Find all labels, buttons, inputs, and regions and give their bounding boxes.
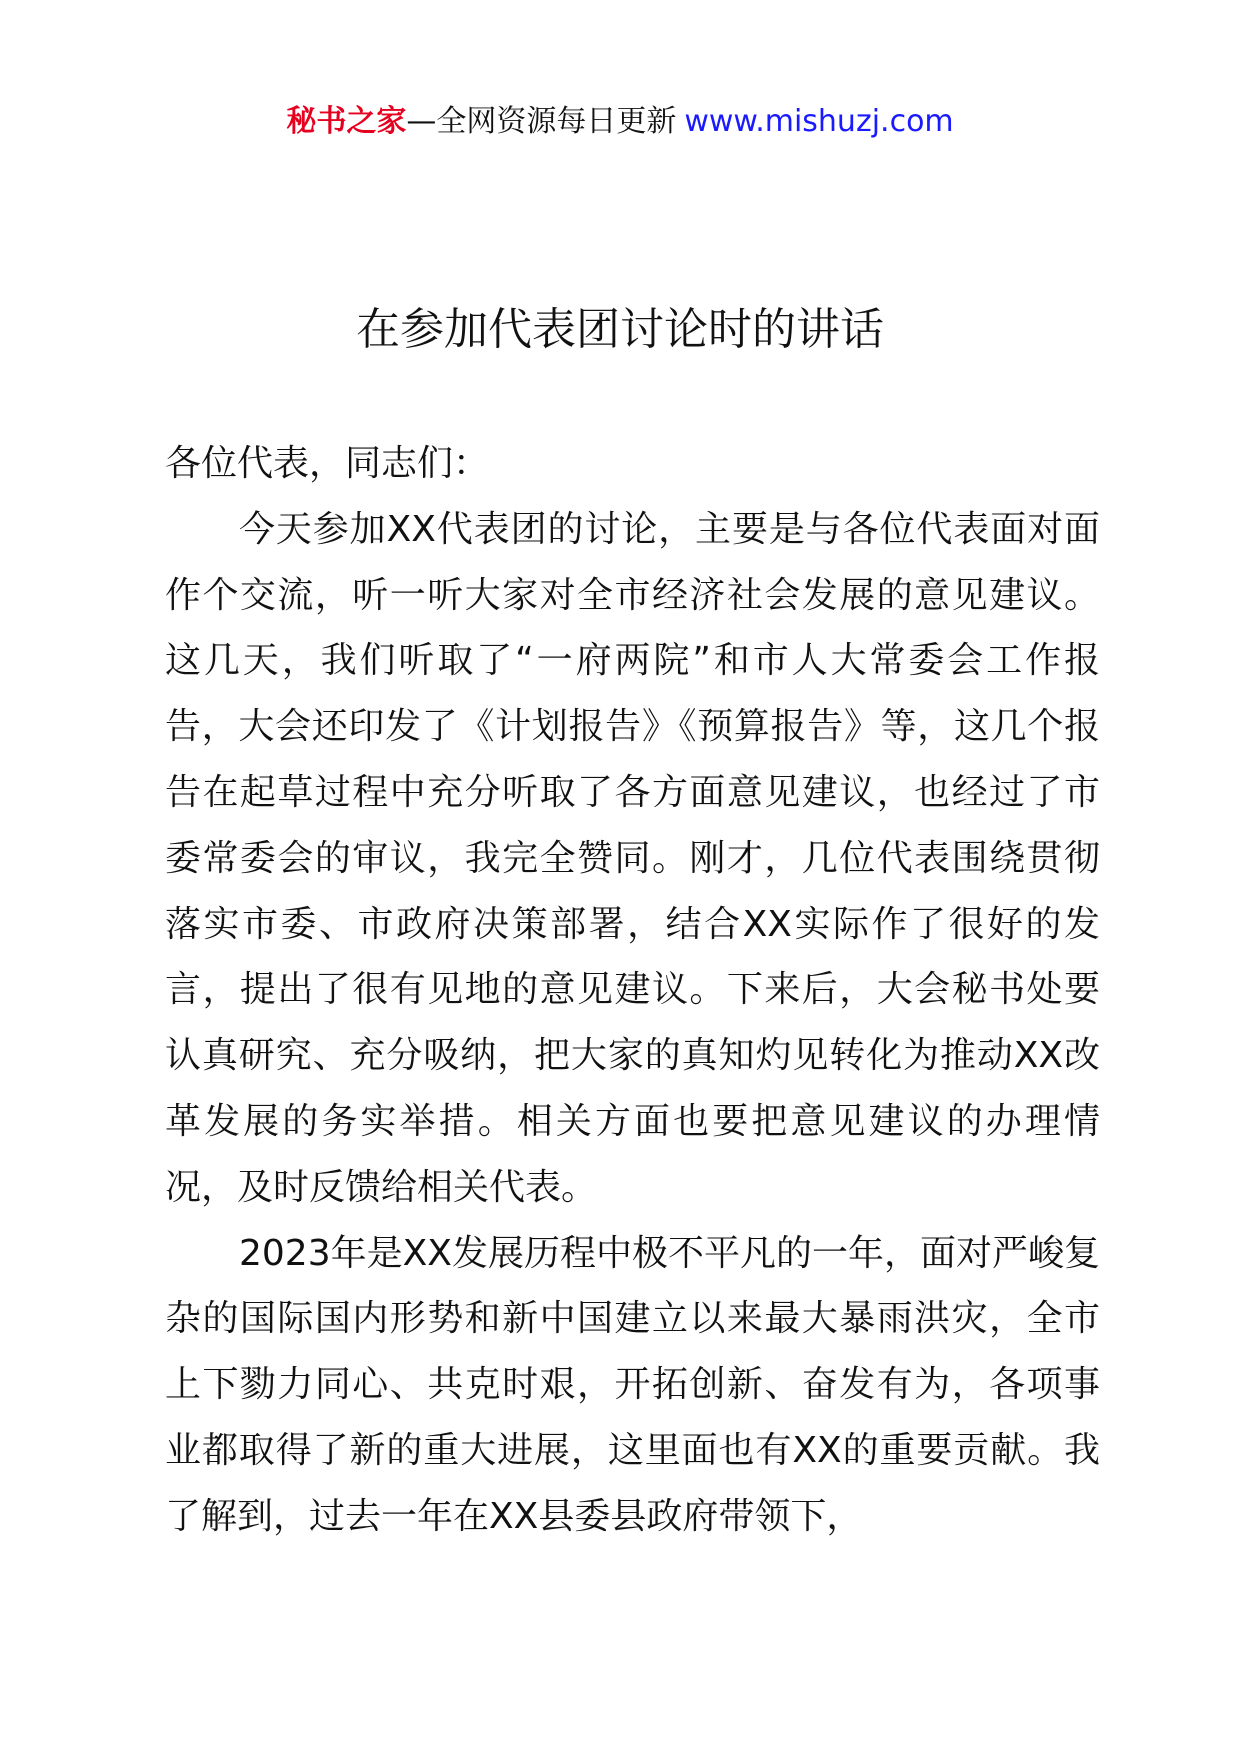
brand-name: 秘书之家 <box>286 104 407 139</box>
salutation: 各位代表，同志们： <box>165 443 490 484</box>
page-header <box>0 102 1240 142</box>
document-body <box>165 431 1100 1550</box>
body-paragraph: 2023年是XX发展历程中极不平凡的一年，面对严峻复杂的国际国内形势和新中国建立以来最大暴雨洪灾，全市上下勠力同心、共克时艰，开拓创新、奋发有为，各项事业都取得了新的重大进展，这里面也有XX的重要贡献。我了解到，过去一年在XX县委县政府带领下， <box>165 1232 1100 1537</box>
site-url-link[interactable]: www.mishuzj.com <box>684 104 954 139</box>
header-tagline: —全网资源每日更新 <box>406 104 677 139</box>
body-paragraph: 今天参加XX代表团的讨论，主要是与各位代表面对面作个交流，听一听大家对全市经济社会发展的意见建议。这几天，我们听取了“一府两院”和市人大常委会工作报告，大会还印发了《计划报告》《预算报告》等，这几个报告在起草过程中充分听取了各方面意见建议，也经过了市委常委会的审议，我完全赞同。刚才，几位代表围绕贯彻落实市委、市政府决策部署，结合XX实际作了很好的发言，提出了很有见地的意见建议。下来后，大会秘书处要认真研究、充分吸纳，把大家的真知灼见转化为推动XX改革发展的务实举措。相关方面也要把意见建议的办理情况，及时反馈给相关代表。 <box>165 508 1100 1208</box>
document-title: 在参加代表团讨论时的讲话 <box>356 304 884 355</box>
